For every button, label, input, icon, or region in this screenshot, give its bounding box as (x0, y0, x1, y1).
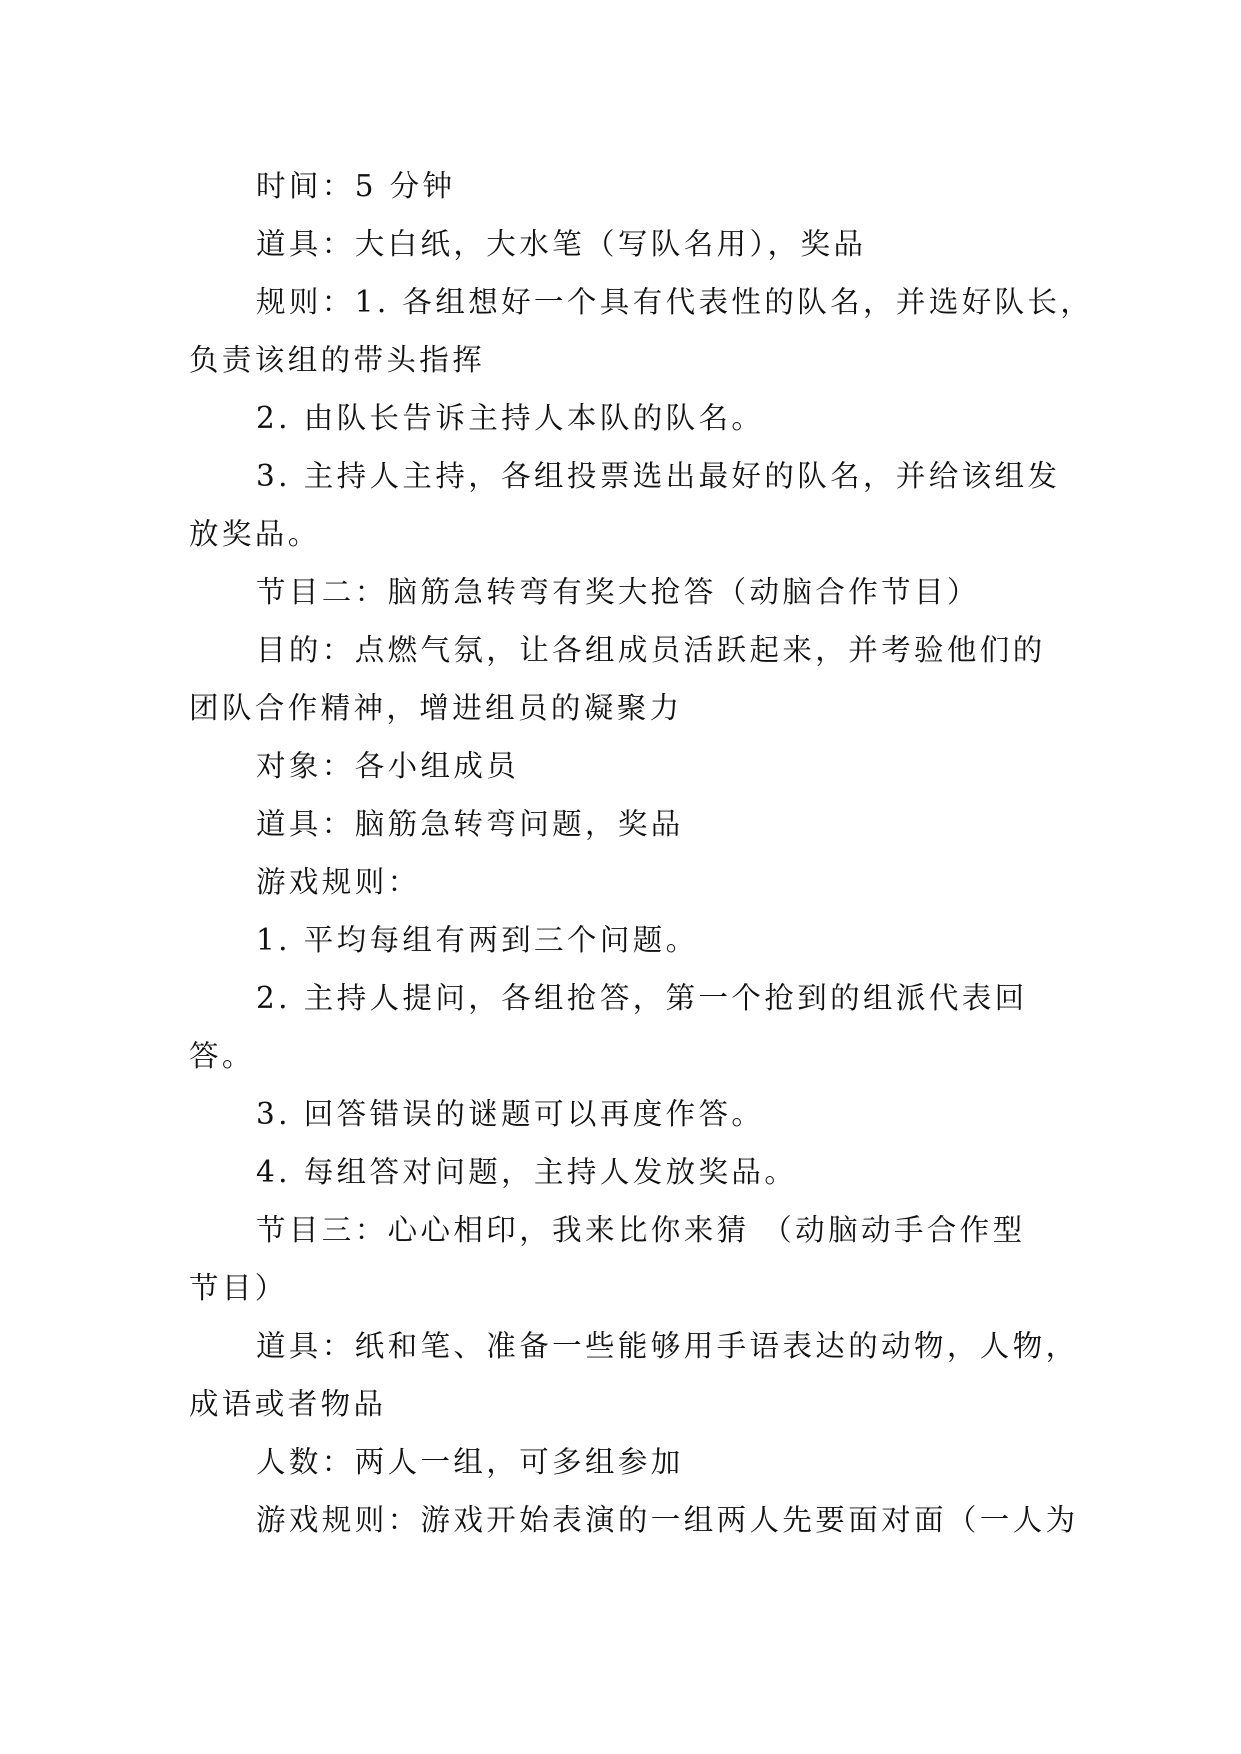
text-line-props: 道具：大白纸，大水笔（写队名用），奖品 (256, 227, 867, 261)
text-line-program-2-heading: 节目二：脑筋急转弯有奖大抢答（动脑合作节目） (256, 575, 980, 609)
text-line-purpose: 目的：点燃气氛，让各组成员活跃起来，并考验他们的 (256, 633, 1046, 667)
text-line-program-3-heading: 节目三：心心相印，我来比你来猜 （动脑动手合作型 (256, 1213, 1026, 1247)
text-line-rule-2: 2. 由队长告诉主持人本队的队名。 (256, 401, 765, 435)
text-line-game-rule-2: 2. 主持人提问，各组抢答，第一个抢到的组派代表回 (256, 981, 1028, 1015)
text-line-props-3: 道具：纸和笔、准备一些能够用手语表达的动物，人物， (256, 1329, 1079, 1363)
text-line-game-rule-1: 1. 平均每组有两到三个问题。 (256, 923, 699, 957)
text-line-game-rule-4: 4. 每组答对问题，主持人发放奖品。 (256, 1155, 798, 1189)
text-line-target: 对象：各小组成员 (256, 749, 520, 783)
text-line-purpose-cont: 团队合作精神，增进组员的凝聚力 (189, 691, 683, 725)
text-line-rule-3-cont: 放奖品。 (189, 517, 321, 551)
text-line-rules: 规则：1. 各组想好一个具有代表性的队名，并选好队长， (256, 285, 1094, 319)
text-line-game-rules: 游戏规则： (256, 865, 421, 899)
text-line-time: 时间：5 分钟 (256, 169, 456, 203)
text-line-rule-3: 3. 主持人主持，各组投票选出最好的队名，并给该组发 (256, 459, 1061, 493)
text-line-game-rule-2-cont: 答。 (189, 1039, 255, 1073)
text-line-program-3-heading-cont: 节目） (189, 1271, 288, 1305)
text-line-props-2: 道具：脑筋急转弯问题，奖品 (256, 807, 684, 841)
text-line-game-rules-3: 游戏规则：游戏开始表演的一组两人先要面对面（一人为 (256, 1503, 1079, 1537)
text-line-props-3-cont: 成语或者物品 (189, 1387, 387, 1421)
text-line-game-rule-3: 3. 回答错误的谜题可以再度作答。 (256, 1097, 765, 1131)
text-line-participants: 人数：两人一组，可多组参加 (256, 1445, 684, 1479)
text-line-rules-cont: 负责该组的带头指挥 (189, 343, 486, 377)
